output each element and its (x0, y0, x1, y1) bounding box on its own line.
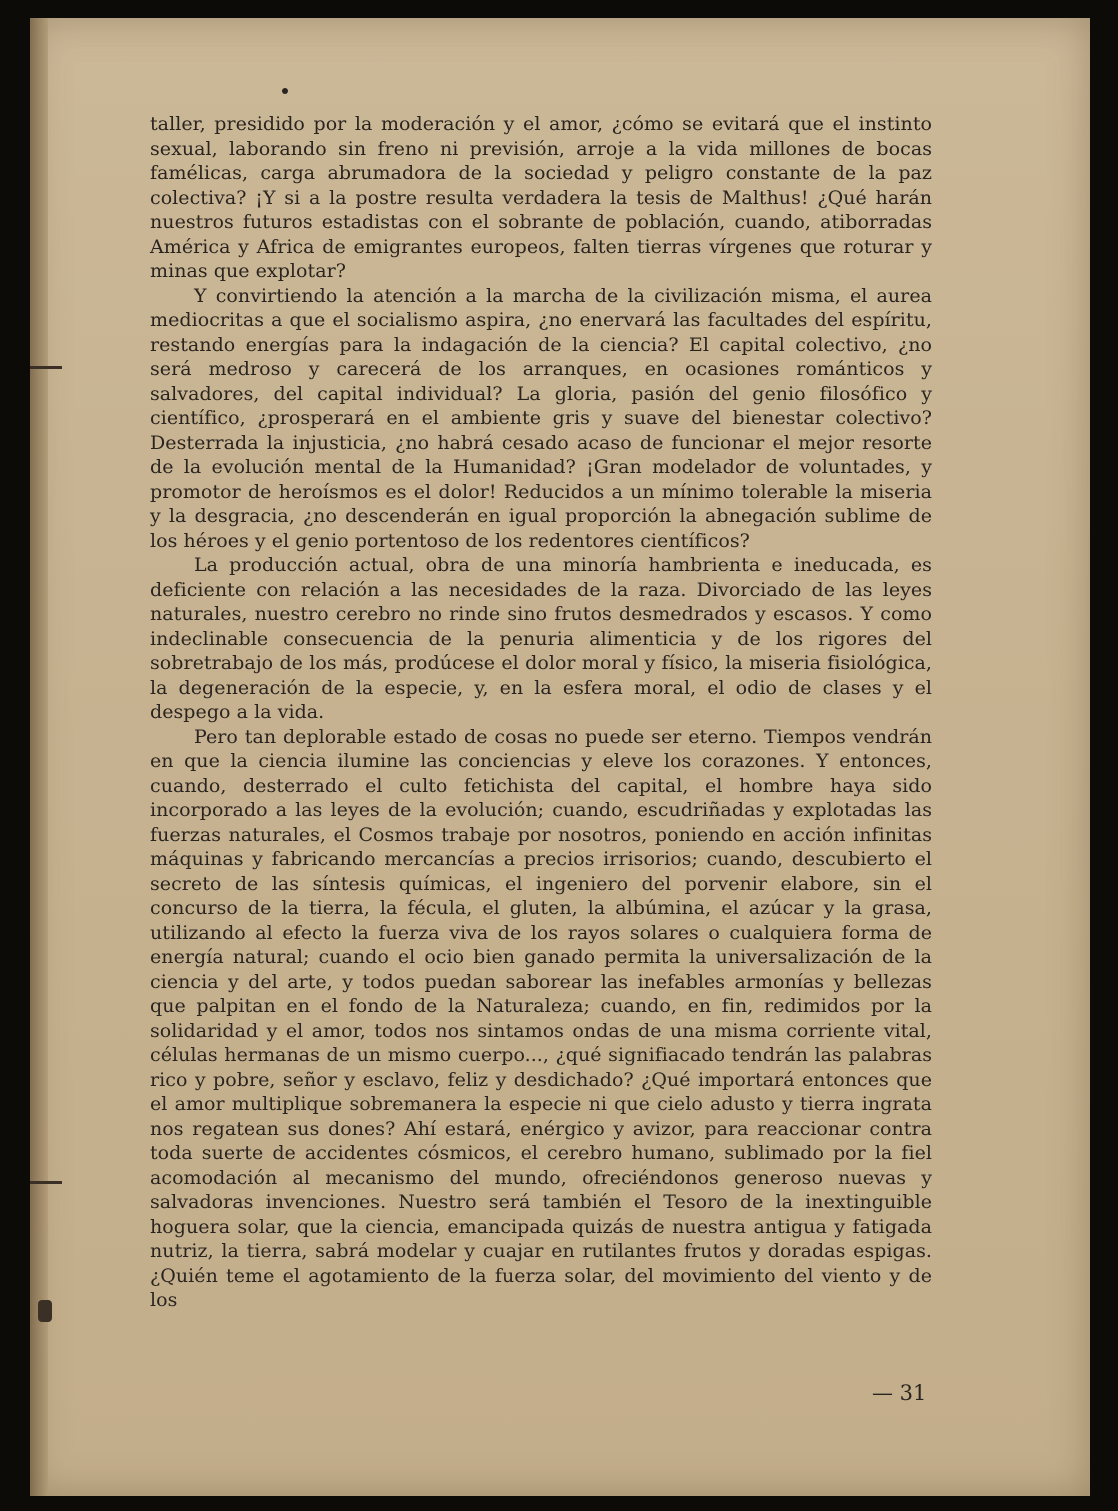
paragraph: La producción actual, obra de una minoría hambrienta e ineducada, es deficiente con relación a las necesidades de la raza. Divorciado de las leyes naturales, nuestro cerebro no rinde sino frutos desmedrados y escasos. Y como indeclinable consecuencia de la penuria alimenticia y de los rigores del sobretrabajo de los más, prodúcese el dolor moral y físico, la miseria fisiológica, la degeneración de la especie, y, en la esfera moral, el odio de clases y el despego a la vida. (150, 554, 932, 723)
paragraph: Y convirtiendo la atención a la marcha de la civilización misma, el aurea mediocritas a que el socialismo aspira, ¿no enervará las facultades del espíritu, restando energías para la indagación de la ciencia? El capital colectivo, ¿no será medroso y carecerá de los arranques, en ocasiones románticos y salvadores, del capital individual? La gloria, pasión del genio filosófico y científico, ¿prosperará en el ambiente gris y suave del bienestar colectivo? Desterrada la injusticia, ¿no habrá cesado acaso de funcionar el mejor resorte de la evolución mental de la Humanidad? ¡Gran modelador de voluntades, y promotor de heroísmos es el dolor! Reducidos a un mínimo tolerable la miseria y la desgracia, ¿no descenderán en igual proporción la abnegación sublime de los héroes y el genio portentoso de los redentores científicos? (150, 284, 932, 552)
page-number: — 31 (872, 1381, 927, 1405)
margin-mark (30, 1181, 62, 1184)
page-gutter (30, 18, 48, 1496)
margin-mark (38, 1300, 52, 1322)
ink-dot (282, 88, 288, 94)
paragraph: Pero tan deplorable estado de cosas no puede ser eterno. Tiempos vendrán en que la ciencia ilumine las conciencias y eleve los corazones. Y entonces, cuando, desterrado el culto fetichista del capital, el hombre haya sido incorporado a las leyes de la evolución; cuando, escudriñadas y explotadas las fuerzas naturales, el Cosmos trabaje por nosotros, poniendo en acción infinitas máquinas y fabricando mercancías a precios irrisorios; cuando, descubierto el secreto de las síntesis químicas, el ingeniero del porvenir elabore, sin el concurso de la tierra, la fécula, el gluten, la albúmina, el azúcar y la grasa, utilizando al efecto la fuerza viva de los rayos solares o cualquiera forma de energía natural; cuando el ocio bien ganado permita la universalización de la ciencia y del arte, y todos puedan saborear las inefables armonías y bellezas que palpitan en el fondo de la Naturaleza; cuando, en fin, redimidos por la solidaridad y el amor, todos nos sintamos ondas de una misma corriente vital, células hermanas de un mismo cuerpo..., ¿qué signifiacado tendrán las palabras rico y pobre, señor y esclavo, feliz y desdichado? ¿Qué importará entonces que el amor multiplique sobremanera la especie ni que cielo adusto y tierra ingrata nos regatean sus dones? Ahí estará, enérgico y avizor, para reaccionar contra toda suerte de accidentes cósmicos, el cerebro humano, sublimado por la fiel acomodación al mecanismo del mundo, ofreciéndonos generoso nuevas y salvadoras invenciones. Nuestro será también el Tesoro de la inextinguible hoguera solar, que la ciencia, emancipada quizás de nuestra antigua y fatigada nutriz, la tierra, sabrá modelar y cuajar en rutilantes frutos y doradas espigas. ¿Quién teme el agotamiento de la fuerza solar, del movimiento del viento y de los (150, 725, 932, 1311)
paragraph: taller, presidido por la moderación y el amor, ¿cómo se evitará que el instinto sexual, laborando sin freno ni previsión, arroje a la vida millones de bocas famélicas, carga abrumadora de la sociedad y peligro constante de la paz colectiva? ¡Y si a la postre resulta verdadera la tesis de Malthus! ¿Qué harán nuestros futuros estadistas con el sobrante de población, cuando, atiborradas América y Africa de emigrantes europeos, falten tierras vírgenes que roturar y minas que explotar? (150, 113, 932, 282)
margin-mark (30, 366, 62, 369)
body-text (150, 112, 932, 1313)
